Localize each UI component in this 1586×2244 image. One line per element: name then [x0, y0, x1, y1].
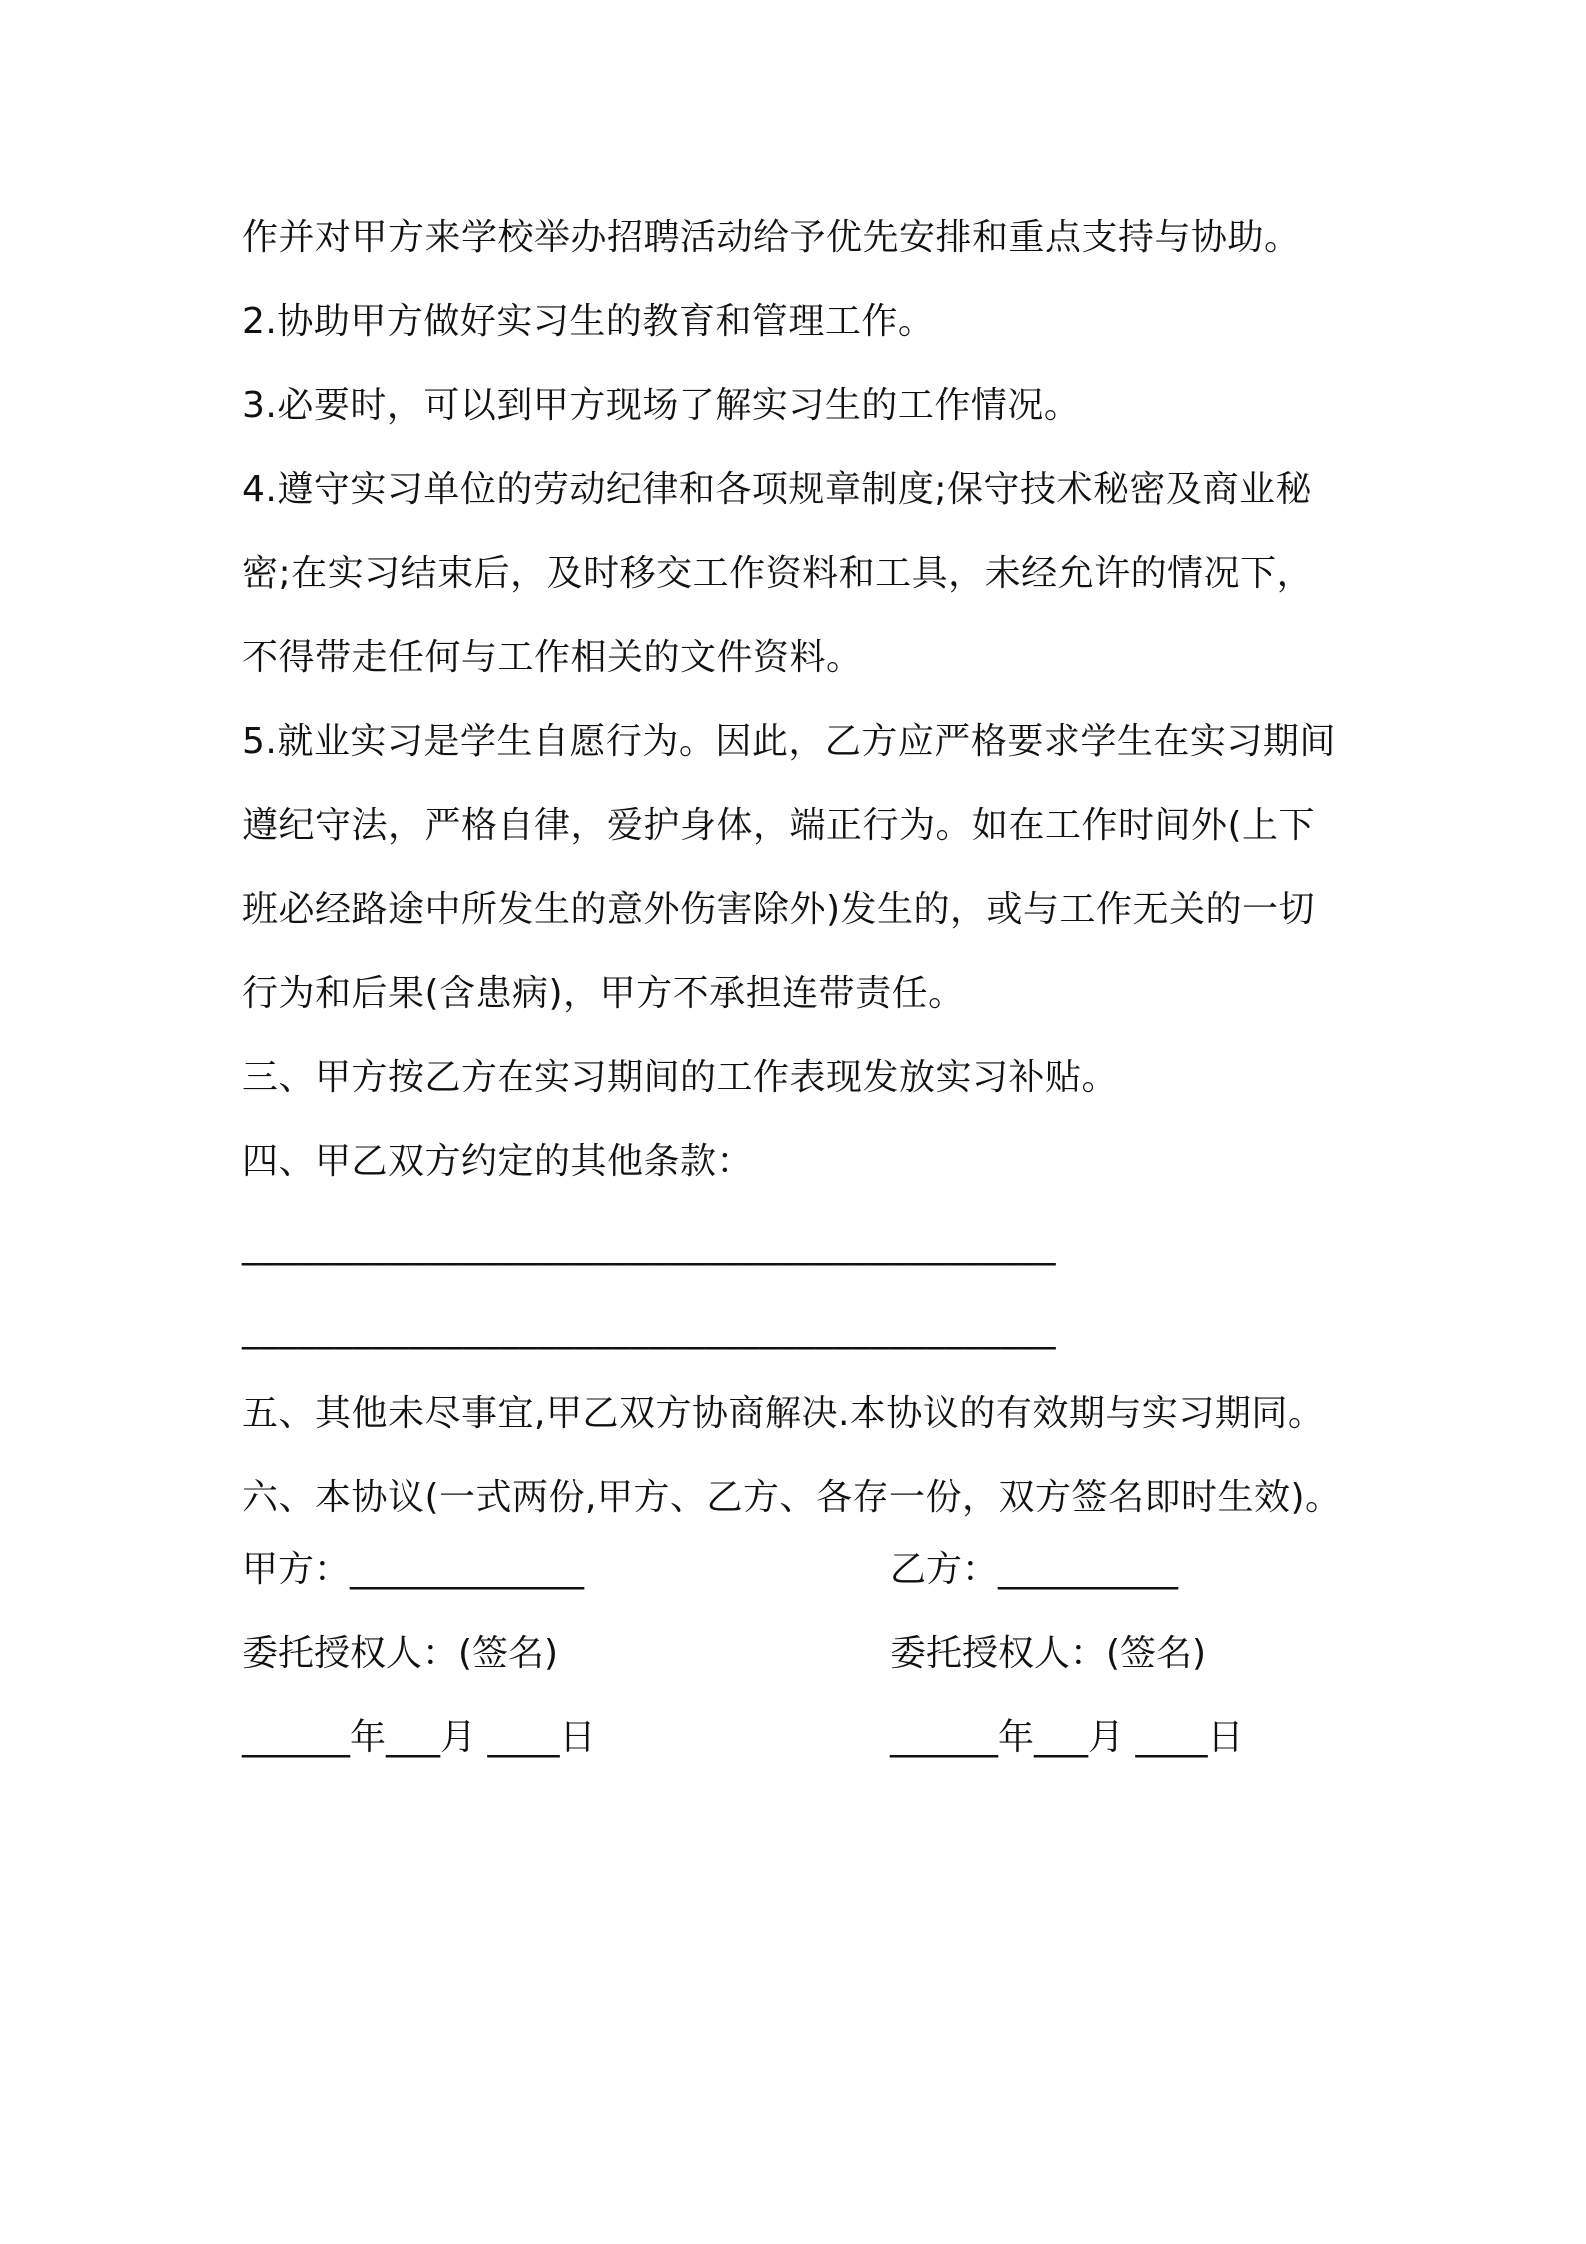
paragraph-4-line-1: 4.遵守实习单位的劳动纪律和各项规章制度;保守技术秘密及商业秘	[242, 469, 1312, 510]
clause-five: 五、其他未尽事宜,甲乙双方协商解决.本协议的有效期与实习期同。	[242, 1393, 1325, 1434]
party-row	[242, 1528, 1362, 1612]
party-a-date: ______年___月 ____日	[242, 1717, 596, 1758]
paragraph-5-line-1: 5.就业实习是学生自愿行为。因此，乙方应严格要求学生在实习期间	[242, 721, 1336, 762]
paragraph-4-line-2: 密;在实习结束后，及时移交工作资料和工具，未经允许的情况下，	[242, 553, 1314, 594]
clause-four: 四、甲乙双方约定的其他条款：	[242, 1141, 754, 1182]
party-b-label: 乙方：__________	[890, 1549, 1179, 1590]
date-row	[242, 1696, 1362, 1780]
clause-three: 三、甲方按乙方在实习期间的工作表现发放实习补贴。	[242, 1057, 1119, 1098]
paragraph-3: 3.必要时，可以到甲方现场了解实习生的工作情况。	[242, 385, 1081, 426]
paragraph-5-line-4: 行为和后果(含患病)，甲方不承担连带责任。	[242, 973, 965, 1014]
paragraph-1: 作并对甲方来学校举办招聘活动给予优先安排和重点支持与协助。	[242, 217, 1301, 258]
paragraph-5-line-2: 遵纪守法，严格自律，爱护身体，端正行为。如在工作时间外(上下	[242, 805, 1316, 846]
party-b-agent: 委托授权人：(签名)	[890, 1633, 1207, 1674]
agreement-body	[242, 196, 1362, 1540]
agent-row	[242, 1612, 1362, 1696]
blank-fill-line-1: ____________________________________________	[242, 1225, 1056, 1266]
blank-fill-line-2: ____________________________________________	[242, 1309, 1056, 1350]
signature-block	[242, 1528, 1362, 1780]
paragraph-4-line-3: 不得带走任何与工作相关的文件资料。	[242, 637, 863, 678]
clause-six: 六、本协议(一式两份,甲方、乙方、各存一份，双方签名即时生效)。	[242, 1477, 1342, 1518]
party-a-label: 甲方：_____________	[242, 1549, 585, 1590]
paragraph-5-line-3: 班必经路途中所发生的意外伤害除外)发生的，或与工作无关的一切	[242, 889, 1316, 930]
party-b-date: ______年___月 ____日	[890, 1717, 1244, 1758]
paragraph-2: 2.协助甲方做好实习生的教育和管理工作。	[242, 301, 935, 342]
party-a-agent: 委托授权人：(签名)	[242, 1633, 559, 1674]
